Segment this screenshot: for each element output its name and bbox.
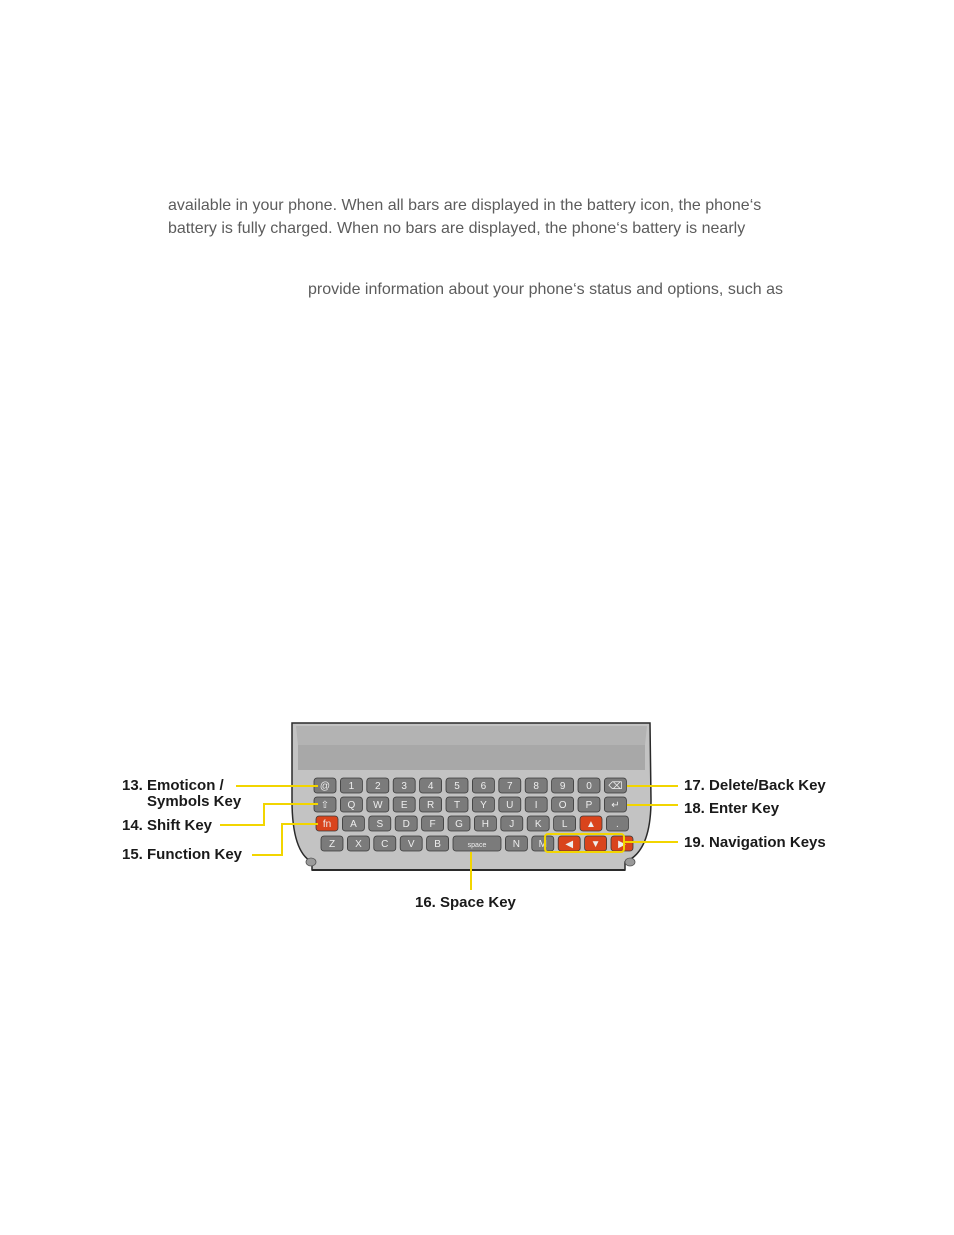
- key-g[interactable]: [448, 816, 470, 831]
- key-e[interactable]: [393, 797, 415, 812]
- callout-delete: 17. Delete/Back Key: [684, 777, 826, 794]
- key-label: ▼: [590, 839, 601, 850]
- key-label: 6: [480, 781, 487, 792]
- key-label: N: [512, 839, 521, 850]
- key-label: L: [561, 819, 568, 830]
- key-p[interactable]: [578, 797, 600, 812]
- key-label: S: [376, 819, 384, 830]
- callout-function: 15. Function Key: [122, 846, 243, 863]
- key-label: 3: [401, 781, 407, 792]
- nav-up-key[interactable]: [580, 816, 602, 831]
- key-label: K: [534, 819, 542, 830]
- key-l[interactable]: [554, 816, 576, 831]
- key-z[interactable]: [321, 836, 343, 851]
- delete-key[interactable]: [604, 778, 626, 793]
- key-b[interactable]: [427, 836, 449, 851]
- key-label: fn: [322, 819, 332, 830]
- key-label: T: [453, 800, 461, 811]
- key-3[interactable]: [393, 778, 415, 793]
- key-a[interactable]: [342, 816, 364, 831]
- key-4[interactable]: [420, 778, 442, 793]
- key-o[interactable]: [552, 797, 574, 812]
- callout-enter: 18. Enter Key: [684, 800, 780, 817]
- key-label: ↵: [611, 800, 620, 811]
- key-label: A: [350, 819, 357, 830]
- paragraph-line: battery is fully charged. When no bars are displayed, the phone‘s battery is nearly: [168, 220, 746, 237]
- key-m[interactable]: [532, 836, 554, 851]
- callout-shift: 14. Shift Key: [122, 817, 213, 834]
- function-key[interactable]: [316, 816, 338, 831]
- key-label: Q: [347, 800, 356, 811]
- key-label: H: [481, 819, 490, 830]
- key-label: ▲: [586, 819, 596, 830]
- key-r[interactable]: [420, 797, 442, 812]
- key-label: Y: [480, 800, 487, 811]
- key-t[interactable]: [446, 797, 468, 812]
- key-d[interactable]: [395, 816, 417, 831]
- key-label: 9: [559, 781, 566, 792]
- keyboard-screen-edge: [298, 745, 645, 770]
- key-label: ◀: [565, 839, 574, 850]
- key-label: W: [373, 800, 383, 811]
- key-5[interactable]: [446, 778, 468, 793]
- key-label: .: [616, 819, 619, 830]
- nav-left-key[interactable]: [558, 836, 580, 851]
- key-label: 2: [375, 781, 381, 792]
- key-label: X: [355, 839, 362, 850]
- key-label: O: [558, 800, 567, 811]
- key-label: R: [426, 800, 435, 811]
- key-label: 5: [454, 781, 460, 792]
- keyboard-top-bevel: [296, 726, 647, 745]
- key-v[interactable]: [400, 836, 422, 851]
- enter-key[interactable]: [604, 797, 626, 812]
- key-label: Z: [328, 839, 336, 850]
- key-label: 1: [348, 781, 355, 792]
- key-label: D: [402, 819, 410, 830]
- key-w[interactable]: [367, 797, 389, 812]
- key-label: G: [455, 819, 463, 830]
- bottom-nub-left: [306, 858, 316, 866]
- key-label: ⇧: [320, 800, 330, 811]
- key-f[interactable]: [422, 816, 444, 831]
- key-label: P: [585, 800, 593, 811]
- callout-space: 16. Space Key: [415, 894, 516, 911]
- key-label: E: [400, 800, 408, 811]
- key-u[interactable]: [499, 797, 521, 812]
- key-label: F: [429, 819, 436, 830]
- key-1[interactable]: [340, 778, 362, 793]
- key-label: space: [467, 842, 487, 849]
- keyboard-figure: [0, 700, 954, 930]
- key-c[interactable]: [374, 836, 396, 851]
- key-h[interactable]: [474, 816, 496, 831]
- key-label: ⌫: [608, 781, 623, 792]
- key-0[interactable]: [578, 778, 600, 793]
- key-label: 0: [586, 781, 592, 792]
- key-2[interactable]: [367, 778, 389, 793]
- nav-right-key[interactable]: [611, 836, 633, 851]
- key-label: I: [534, 800, 538, 811]
- key-q[interactable]: [340, 797, 362, 812]
- key-label: U: [506, 800, 514, 811]
- space-key[interactable]: [453, 836, 501, 851]
- key-6[interactable]: [472, 778, 494, 793]
- key-label: C: [381, 839, 389, 850]
- key-x[interactable]: [347, 836, 369, 851]
- key-label: J: [509, 819, 515, 830]
- callout-emoticon-line1: 13. Emoticon /: [122, 777, 224, 794]
- callout-emoticon-line2: Symbols Key: [147, 793, 242, 810]
- key-s[interactable]: [369, 816, 391, 831]
- key-j[interactable]: [501, 816, 523, 831]
- key-label: ▶: [618, 839, 626, 850]
- period-key[interactable]: [606, 816, 628, 831]
- key-label: B: [434, 839, 441, 850]
- key-n[interactable]: [505, 836, 527, 851]
- key-label: 8: [533, 781, 539, 792]
- key-label: 7: [507, 781, 513, 792]
- key-label: @: [319, 781, 331, 792]
- body-paragraph-2: provide information about your phone‘s status and options, such as: [308, 281, 783, 298]
- key-k[interactable]: [527, 816, 549, 831]
- key-label: M: [538, 839, 547, 850]
- key-y[interactable]: [472, 797, 494, 812]
- key-i[interactable]: [525, 797, 547, 812]
- nav-down-key[interactable]: [585, 836, 607, 851]
- paragraph-line: available in your phone. When all bars are displayed in the battery icon, the phone‘s: [168, 197, 762, 214]
- key-8[interactable]: [525, 778, 547, 793]
- key-label: V: [407, 839, 415, 850]
- callout-navigation: 19. Navigation Keys: [684, 834, 826, 851]
- key-label: 4: [427, 781, 434, 792]
- key-7[interactable]: [499, 778, 521, 793]
- key-9[interactable]: [552, 778, 574, 793]
- bottom-nub-right: [625, 858, 635, 866]
